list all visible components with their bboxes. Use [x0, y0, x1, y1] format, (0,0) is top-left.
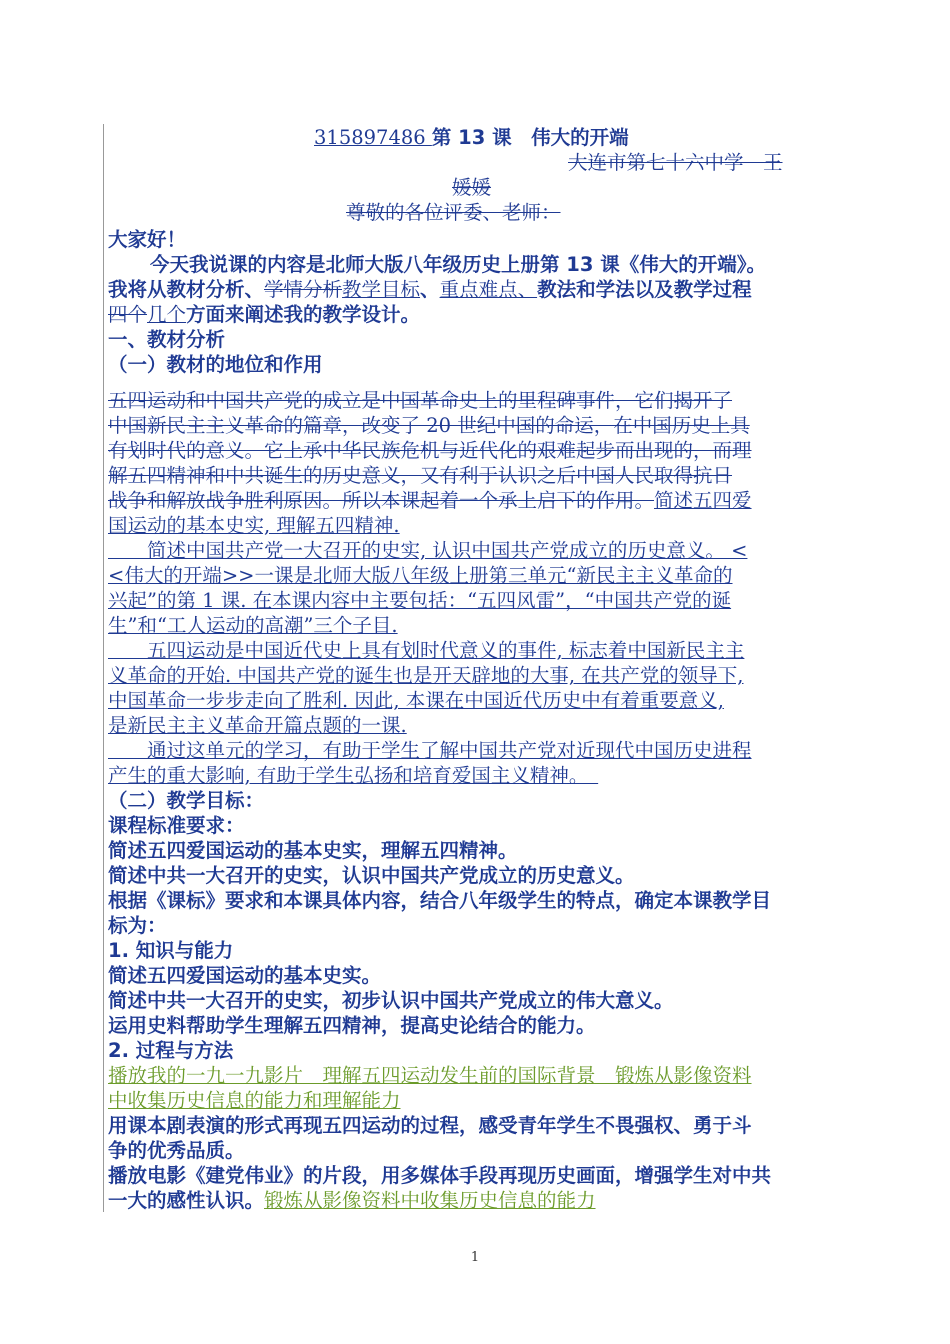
deleted-text: 战争和解放战争胜利原因。所以本课起着一个承上启下的作用。 — [108, 489, 655, 512]
intro-text: 我将从教材分析、 — [108, 278, 265, 301]
revision-bar — [103, 124, 104, 1212]
green-inserted-line: 中收集历史信息的能力和理解能力 — [108, 1089, 401, 1112]
deleted-paragraph-line: 中国新民主主义革命的篇章，改变了 20 世纪中国的命运，在中国历史上具 — [108, 414, 750, 437]
inserted-text: 几个 — [147, 303, 187, 326]
author-deleted: 大连市第七十六中学 王 — [568, 151, 783, 174]
intro-line-3 — [108, 303, 420, 327]
intro-text: 教法和学法以及教学过程 — [537, 278, 752, 301]
intro-text: 方面来阐述我的教学设计。 — [186, 303, 421, 326]
goal-heading: 2. 过程与方法 — [108, 1039, 234, 1062]
inserted-paragraph-line: 五四运动是中国近代史上具有划时代意义的事件, 标志着中国新民主主 — [108, 639, 745, 662]
goal-item: 简述五四爱国运动的基本史实。 — [108, 964, 382, 987]
inserted-paragraph-line: 产生的重大影响, 有助于学生弘扬和培育爱国主义精神。 — [108, 764, 599, 787]
inserted-text: 教学目标 — [342, 278, 421, 301]
inserted-paragraph-line: 国运动的基本史实, 理解五四精神. — [108, 514, 400, 537]
lesson-title — [314, 126, 629, 150]
goal-item: 争的优秀品质。 — [108, 1139, 245, 1162]
intro-text: 、 — [420, 278, 440, 301]
goal-item — [108, 1189, 596, 1213]
deleted-paragraph-line: 解五四精神和中共诞生的历史意义，又有利于认识之后中国人民取得抗日 — [108, 464, 733, 487]
deleted-paragraph-line — [108, 489, 752, 513]
goal-text: 一大的感性认识。 — [108, 1189, 265, 1212]
inserted-paragraph-line: 中国革命一步步走向了胜利. 因此, 本课在中国近代历史中有着重要意义, — [108, 689, 724, 712]
greeting-deleted: 尊敬的各位评委、老师： — [346, 201, 561, 224]
goal-heading: 1. 知识与能力 — [108, 939, 234, 962]
intro-line-1: 今天我说课的内容是北师大版八年级历史上册第 13 课《伟大的开端》。 — [150, 253, 766, 276]
inserted-paragraph-line: 生”和“工人运动的高潮”三个子目. — [108, 614, 398, 637]
title-id-insert: 315897486 — [314, 126, 432, 149]
inserted-paragraph-line: 是新民主主义革命开篇点题的一课. — [108, 714, 407, 737]
goal-item: 运用史料帮助学生理解五四精神，提高史论结合的能力。 — [108, 1014, 596, 1037]
deleted-paragraph-line: 有划时代的意义。它上承中华民族危机与近代化的艰难起步而出现的，而理 — [108, 439, 752, 462]
goal-item: 用课本剧表演的形式再现五四运动的过程，感受青年学生不畏强权、勇于斗 — [108, 1114, 752, 1137]
goal-item: 简述中共一大召开的史实，初步认识中国共产党成立的伟大意义。 — [108, 989, 674, 1012]
deleted-text: 学情分析 — [264, 278, 343, 301]
inserted-paragraph-line: 兴起”的第 1 课. 在本课内容中主要包括：“五四风雷”，“中国共产党的诞 — [108, 589, 732, 612]
subsection-heading: （二）教学目标： — [108, 789, 265, 812]
inserted-text: 重点难点、 — [439, 278, 538, 301]
inserted-paragraph-line: 义革命的开始. 中国共产党的诞生也是开天辟地的大事, 在共产党的领导下, — [108, 664, 744, 687]
intro-line-2 — [108, 278, 752, 302]
basis-text: 标为： — [108, 914, 167, 937]
deleted-text: 四个 — [108, 303, 148, 326]
curriculum-item: 简述五四爱国运动的基本史实，理解五四精神。 — [108, 839, 518, 862]
inserted-paragraph-line: <伟大的开端>>一课是北师大版八年级上册第三单元“新民主主义革命的 — [108, 564, 733, 587]
deleted-paragraph-line: 五四运动和中国共产党的成立是中国革命史上的里程碑事件，它们揭开了 — [108, 389, 733, 412]
author-deleted-2: 媛媛 — [452, 176, 492, 199]
title-lesson: 第 13 课 伟大的开端 — [431, 126, 629, 149]
inserted-text: 简述五四爱 — [654, 489, 752, 512]
inserted-paragraph-line: 简述中国共产党一大召开的史实, 认识中国共产党成立的历史意义。 < — [108, 539, 748, 562]
green-inserted-text: 锻炼从影像资料中收集历史信息的能力 — [264, 1189, 596, 1212]
greeting: 大家好！ — [108, 228, 187, 251]
inserted-paragraph-line: 通过这单元的学习，有助于学生了解中国共产党对近现代中国历史进程 — [108, 739, 752, 762]
curriculum-title: 课程标准要求： — [108, 814, 245, 837]
section-heading: 一、教材分析 — [108, 328, 226, 351]
page-number: 1 — [470, 1250, 480, 1265]
basis-text: 根据《课标》要求和本课具体内容，结合八年级学生的特点，确定本课教学目 — [108, 889, 772, 912]
goal-item: 播放电影《建党伟业》的片段，用多媒体手段再现历史画面，增强学生对中共 — [108, 1164, 772, 1187]
green-inserted-line: 播放我的一九一九影片 理解五四运动发生前的国际背景 锻炼从影像资料 — [108, 1064, 752, 1087]
curriculum-item: 简述中共一大召开的史实，认识中国共产党成立的历史意义。 — [108, 864, 635, 887]
subsection-heading: （一）教材的地位和作用 — [108, 353, 323, 376]
